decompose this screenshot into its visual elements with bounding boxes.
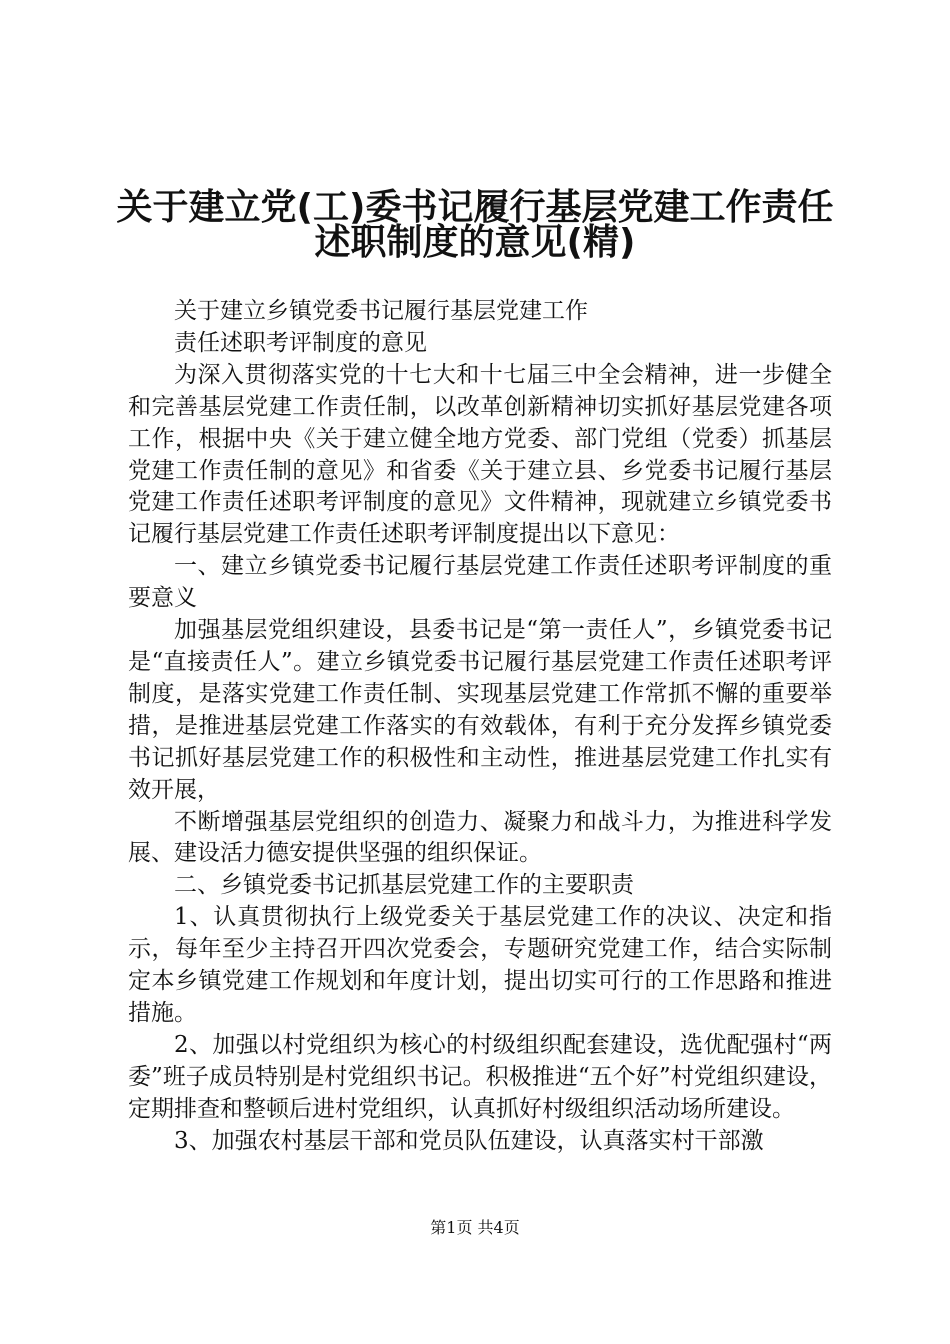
page-number-footer: 第1页 共4页: [430, 1218, 520, 1237]
document-title-line-2: 述职制度的意见(精): [314, 222, 636, 263]
body-paragraph: 加强基层党组织建设，县委书记是“第一责任人”，乡镇党委书记是“直接责任人”。建立乡镇党委书记履行基层党建工作责任述职考评制度，是落实党建工作责任制、实现基层党建工作常抓不懈的重要举措，是推进基层党建工作落实的有效载体，有利于充分发挥乡镇党委书记抓好基层党建工作的积极性和主动性，推进基层党建工作扎实有效开展，: [128, 617, 832, 803]
document-body: [128, 296, 832, 1157]
list-item: 1、认真贯彻执行上级党委关于基层党建工作的决议、决定和指示，每年至少主持召开四次党委会，专题研究党建工作，结合实际制定本乡镇党建工作规划和年度计划，提出切实可行的工作思路和推进措施。: [128, 904, 832, 1026]
section-heading: 二、乡镇党委书记抓基层党建工作的主要职责: [174, 872, 634, 899]
section-heading: 一、建立乡镇党委书记履行基层党建工作责任述职考评制度的重要意义: [128, 553, 832, 612]
list-item: 3、加强农村基层干部和党员队伍建设，认真落实村干部激: [174, 1127, 764, 1154]
body-paragraph: 关于建立乡镇党委书记履行基层党建工作: [174, 298, 588, 324]
document-title-line-1: 关于建立党(工)委书记履行基层党建工作责任: [116, 187, 834, 228]
body-paragraph: 责任述职考评制度的意见: [174, 329, 427, 356]
list-item: 2、加强以村党组织为核心的村级组织配套建设，选优配强村“两委”班子成员特别是村党组织书记。积极推进“五个好”村党组织建设，定期排查和整顿后进村党组织，认真抓好村级组织活动场所建设。: [128, 1031, 832, 1122]
body-paragraph: 为深入贯彻落实党的十七大和十七届三中全会精神，进一步健全和完善基层党建工作责任制，以改革创新精神切实抓好基层党建各项工作，根据中央《关于建立健全地方党委、部门党组（党委）抓基层党建工作责任制的意见》和省委《关于建立县、乡党委书记履行基层党建工作责任述职考评制度的意见》文件精神，现就建立乡镇党委书记履行基层党建工作责任述职考评制度提出以下意见：: [128, 361, 832, 548]
body-paragraph: 不断增强基层党组织的创造力、凝聚力和战斗力，为推进科学发展、建设活力德安提供坚强的组织保证。: [128, 808, 832, 867]
